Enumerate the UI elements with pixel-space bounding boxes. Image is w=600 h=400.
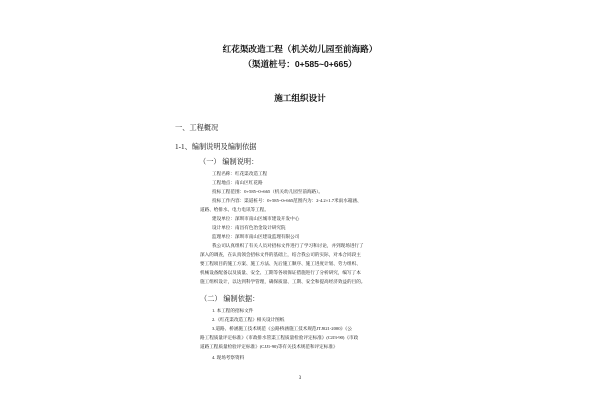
- document-title: 施工组织设计: [274, 93, 326, 103]
- part1-line: 投标工程范围：0+585~0+665（机关幼儿园至前海路）。: [212, 189, 324, 194]
- part2-title: （二） 编制依据：: [200, 295, 260, 303]
- part1-line: 设计单位：南昌有色冶金设计研究院: [212, 225, 286, 230]
- page-number: 3: [298, 376, 302, 381]
- part1-line: 深入的调查，在认真领会招标文件的基础上，结合我公司的实际，对本合同段主: [200, 252, 361, 257]
- part1-title: （一） 编制说明：: [199, 158, 259, 166]
- part1-line: 工程地点：南山区红花路: [212, 180, 263, 185]
- subsection-heading: 1-1、编制说明及编制依据: [175, 143, 257, 151]
- part1-line: 监理单位：深圳市南山区建设监理有限公司: [212, 234, 300, 239]
- part1-line: 道路、给排水、电力电讯等工程。: [200, 207, 269, 212]
- part1-line: 投标工作内容：渠道桩号：0+585~0+665范围内为：2-4.2×1.7米雨水箱涵、: [212, 198, 362, 203]
- part1-line: 我公司认真组织了有关人员对招标文件进行了学习和讨论，并到现场进行了: [212, 243, 364, 248]
- part1-line: 机械设备配备以及质量、安全、工期等各项保证措施进行了分析研究，编写了本: [200, 270, 361, 275]
- part2-line: 1. 本工程的招标文件: [212, 308, 254, 313]
- part1-line: 工程名称：红花渠改造工程: [212, 171, 268, 176]
- part1-line: 要工程项目的施工方案、施工方法、先后施工顺序、施工进度计划、劳力组织、: [200, 261, 361, 266]
- part1-line: 施工组织设计，以达到科学管理，确保质量、工期、安全和提高经济效益的目的。: [200, 279, 366, 284]
- part2-line: 4. 现场考察资料: [212, 355, 245, 360]
- part1-line: 建设单位：深圳市南山区城市建设开发中心: [212, 216, 300, 221]
- part2-line: 道路工程质量检验评定标准》(CJJ1-90)等有关技术规范和评定标准》: [200, 344, 338, 349]
- project-stake-range: （渠道桩号：0+585~0+665）: [243, 59, 357, 69]
- project-title: 红花渠改造工程（机关幼儿园至前海路）: [222, 44, 378, 54]
- section-heading: 一、工程概况: [175, 124, 219, 132]
- part2-line: 路工程质量评定标准》《市政排水管渠工程质量检验评定标准》(CJJ3-90)《市政: [200, 335, 359, 340]
- part2-line: 3.道路、桥涵施工技术规范《公路桥涵施工技术规范JTJ021-2000》《公: [212, 326, 352, 331]
- part2-line: 2.《红花渠改造工程》相关设计图纸: [212, 317, 285, 322]
